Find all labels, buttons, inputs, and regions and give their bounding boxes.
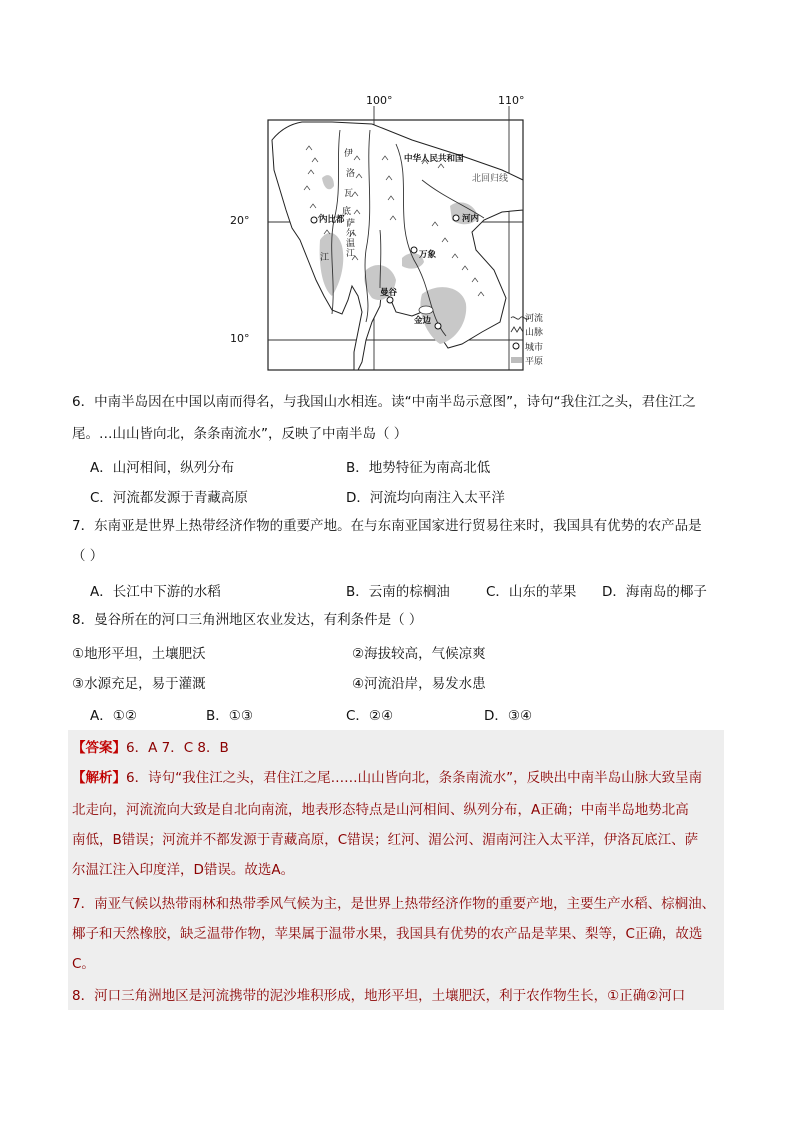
- question-6-line-2: 尾。…山山皆向北，条条南流水”，反映了中南半岛（ ）: [72, 426, 408, 442]
- answer-tag: 【答案】: [72, 740, 126, 756]
- answer-line: [72, 736, 229, 756]
- question-7-option-d: D．海南岛的椰子: [602, 584, 707, 600]
- river-label-char: 江: [320, 253, 330, 263]
- city-marker-phnompenh: [435, 323, 441, 329]
- analysis-p7-line-1: 7．南亚气候以热带雨林和热带季风气候为主，是世界上热带经济作物的重要产地，主要生产水稻、棕榈油、: [72, 896, 716, 912]
- question-8-line-1: 8．曼谷所在的河口三角洲地区农业发达，有利条件是（ ）: [72, 612, 423, 628]
- question-8-option-b: B．①③: [206, 708, 253, 724]
- question-8-option-a: A．①②: [90, 708, 137, 724]
- analysis-p8-line-1: [72, 984, 685, 1004]
- legend-mountain-label: 山脉: [525, 328, 544, 338]
- city-label-vientiane: 万象: [419, 250, 437, 260]
- analysis-tag: 【解析】: [72, 770, 126, 786]
- river-label-char: 底: [342, 207, 352, 217]
- city-marker-vientiane: [411, 247, 417, 253]
- lon-label-110: 110°: [498, 94, 525, 107]
- map-graphic: [262, 100, 552, 376]
- city-label-naypyidaw: 内比都: [319, 215, 345, 225]
- question-7-option-c: C．山东的苹果: [486, 584, 577, 600]
- river-label-char: 江: [346, 249, 356, 259]
- tropic-label: 北回归线: [472, 174, 509, 184]
- question-6-option-d: D．河流均向南注入太平洋: [346, 490, 505, 506]
- river-label-char: 尔: [346, 229, 356, 239]
- analysis-line-4: 尔温江注入印度洋，D错误。故选A。: [72, 862, 295, 878]
- tonle-sap-lake: [419, 306, 433, 314]
- lat-label-10: 10°: [230, 332, 250, 345]
- legend-city-label: 城市: [525, 343, 544, 353]
- answer-text: 6．A 7．C 8．B: [126, 740, 229, 756]
- analysis-p8-text: 8．河口三角洲地区是河流携带的泥沙堆积形成，地形平坦，土壤肥沃，利于农作物生长，①正确: [72, 988, 647, 1004]
- question-7-option-b: B．云南的棕榈油: [346, 584, 450, 600]
- question-6-option-b: B．地势特征为南高北低: [346, 460, 491, 476]
- question-8-option-c: C．②④: [346, 708, 394, 724]
- legend-river-label: 河流: [525, 314, 544, 324]
- analysis-p7-line-2: 椰子和天然橡胶，缺乏温带作物，苹果属于温带水果，我国具有优势的农产品是苹果、梨等，C正确，故选: [72, 926, 703, 942]
- question-7-line-1: 7．东南亚是世界上热带经济作物的重要产地。在与东南亚国家进行贸易往来时，我国具有优势的农产品是: [72, 518, 702, 534]
- indochina-map: [230, 94, 552, 376]
- river-label-char: 伊: [344, 149, 354, 159]
- analysis-line-1: [72, 766, 702, 786]
- river-label-char: 洛: [346, 169, 356, 179]
- city-marker-hanoi: [453, 215, 459, 221]
- analysis-p8-tail: ②河口: [646, 988, 686, 1004]
- river-label-char: 萨: [346, 219, 356, 229]
- city-label-hanoi: 河内: [462, 214, 480, 224]
- city-label-bangkok: 曼谷: [380, 288, 398, 298]
- question-6-line-1: 6．中南半岛因在中国以南而得名，与我国山水相连。读“中南半岛示意图”，诗句“我住江之头，君住江之: [72, 394, 696, 410]
- lon-label-100: 100°: [366, 94, 393, 107]
- analysis-line-2: 北走向，河流流向大致是自北向南流，地表形态特点是山河相间、纵列分布，A正确；中南半岛地势北高: [72, 802, 689, 818]
- lat-label-20: 20°: [230, 214, 250, 227]
- question-6-option-c: C．河流都发源于青藏高原: [90, 490, 248, 506]
- analysis-line-3: 南低，B错误；河流并不都发源于青藏高原，C错误；红河、湄公河、湄南河注入太平洋，伊洛瓦底江、萨: [72, 832, 699, 848]
- city-label-phnompenh: 金边: [414, 316, 432, 326]
- question-8-option-d: D．③④: [484, 708, 533, 724]
- legend-city-symbol: [513, 343, 519, 349]
- city-marker-naypyidaw: [311, 217, 317, 223]
- analysis-text-1: 6．诗句“我住江之头，君住江之尾……山山皆向北，条条南流水”，反映出中南半岛山脉大致呈南: [126, 770, 703, 786]
- question-8-condition-1: ①地形平坦，土壤肥沃: [72, 646, 206, 662]
- question-7-line-2: （ ）: [72, 548, 104, 564]
- question-8-condition-4: ④河流沿岸，易发水患: [352, 676, 486, 692]
- china-label: 中华人民共和国: [404, 154, 464, 164]
- legend-plain-label: 平原: [525, 357, 544, 367]
- question-7-option-a: A．长江中下游的水稻: [90, 584, 221, 600]
- legend-plain-symbol: [511, 357, 522, 363]
- river-label-char: 瓦: [344, 189, 354, 199]
- question-8-condition-3: ③水源充足，易于灌溉: [72, 676, 206, 692]
- question-6-option-a: A．山河相间，纵列分布: [90, 460, 235, 476]
- analysis-p7-line-3: C。: [72, 956, 95, 972]
- question-8-condition-2: ②海拔较高，气候凉爽: [352, 646, 486, 662]
- river-label-char: 温: [346, 239, 356, 249]
